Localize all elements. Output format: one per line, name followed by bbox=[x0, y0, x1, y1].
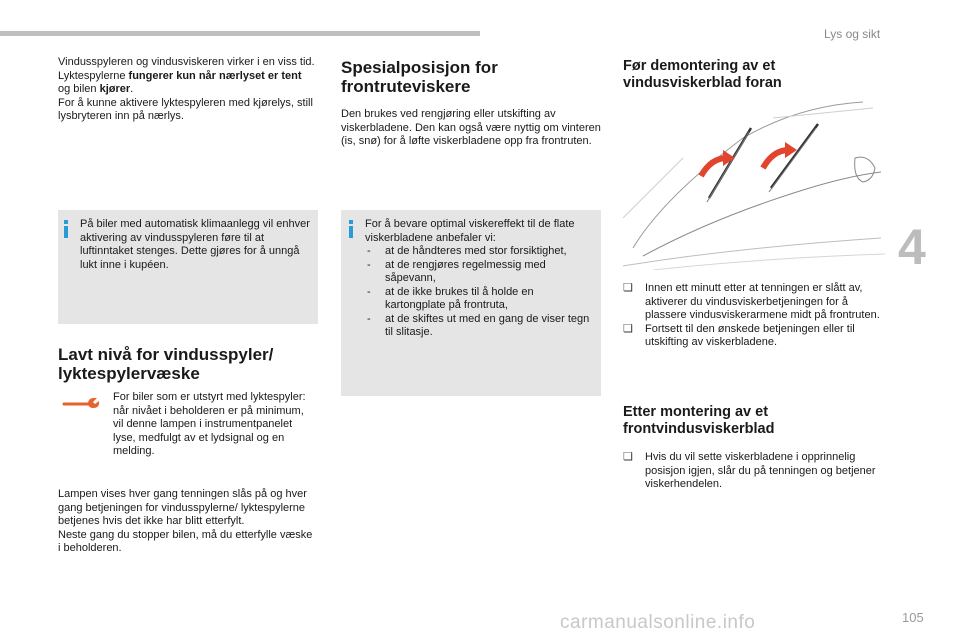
header-bar bbox=[0, 31, 480, 36]
after-mounting-heading: Etter montering av et frontvindusviskerblad bbox=[623, 404, 775, 437]
info-text: På biler med automatisk klimaanlegg vil enhver aktivering av vindusspyleren føre til at luftinntaket stenges. Dette gjøres for å unngå lukt inne i kupéen. bbox=[80, 218, 310, 271]
low-level-section bbox=[58, 345, 318, 383]
checkbox-icon: ❏ bbox=[623, 322, 633, 335]
text-span: . bbox=[130, 83, 134, 95]
before-removal-steps bbox=[623, 282, 885, 350]
list-item bbox=[623, 282, 885, 323]
text-span: Lyktespylerne bbox=[58, 69, 129, 82]
special-position-paragraph: Den brukes ved rengjøring eller utskifting av viskerbladene. Den kan også være nyttig om vinteren (is, snø) for å løfte viskerbladene opp fra frontruten. bbox=[341, 108, 601, 147]
info-box-wiper-care bbox=[341, 210, 601, 396]
list-item bbox=[623, 323, 885, 350]
low-level-paragraph-1: Lampen vises hver gang tenningen slås på og hver gang betjeningen for vindusspylerne/ lyktespylerne betjenes hvis det ikke har blitt etterfylt. bbox=[58, 488, 307, 527]
low-level-heading: Lavt nivå for vindusspyler/ lyktespylervæske bbox=[58, 345, 274, 383]
watermark: carmanualsonline.info bbox=[560, 612, 756, 633]
step-text: Fortsett til den ønskede betjeningen eller til utskifting av viskerbladene. bbox=[645, 322, 855, 348]
intro-paragraph-2 bbox=[58, 70, 316, 97]
list-item: - at de ikke brukes til å holde en kartongplate på frontruta, bbox=[365, 286, 593, 313]
low-level-body bbox=[58, 488, 316, 556]
intro-paragraph-3: For å kunne aktivere lyktespyleren med kjørelys, still lysbryteren inn på nærlys. bbox=[58, 96, 313, 122]
page-number: 105 bbox=[902, 610, 924, 625]
windshield-wiper-illustration bbox=[623, 98, 885, 270]
info-icon bbox=[64, 220, 68, 238]
before-removal-heading: Før demontering av et vindusviskerblad foran bbox=[623, 58, 782, 91]
after-mounting-section bbox=[623, 404, 883, 438]
checkbox-icon: ❏ bbox=[623, 451, 633, 463]
low-level-lamp-text: For biler som er utstyrt med lyktespyler: når nivået i beholderen er på minimum, vil denne lampen i instrumentpanelet lyse, medfulgt av et lydsignal og en melding. bbox=[113, 391, 306, 457]
step-text: Innen ett minutt etter at tenningen er slått av, aktiverer du vindusviskerbetjeningen for å plassere vindusviskerarmene midt på frontruten. bbox=[645, 282, 880, 321]
after-mounting-steps bbox=[623, 451, 885, 492]
list-item: - at de håndteres med stor forsiktighet, bbox=[365, 245, 593, 259]
chapter-number: 4 bbox=[898, 219, 926, 275]
info-intro: For å bevare optimal viskereffekt til de flate viskerbladene anbefaler vi: bbox=[365, 218, 575, 244]
info-box-climate bbox=[58, 210, 318, 324]
left-intro bbox=[58, 56, 316, 124]
step-text: Hvis du vil sette viskerbladene i opprinnelig posisjon igjen, slår du på tenningen og betjener viskerhendelen. bbox=[645, 451, 876, 490]
step-list bbox=[623, 451, 885, 492]
intro-paragraph-1: Vindusspyleren og vindusviskeren virker i en viss tid. bbox=[58, 56, 315, 68]
text-span: og bilen bbox=[58, 83, 100, 95]
before-removal-section bbox=[623, 58, 883, 92]
list-item bbox=[623, 451, 885, 492]
info-content bbox=[365, 218, 593, 340]
bold-span: kjører bbox=[99, 83, 131, 95]
bold-span: fungerer kun når nærlyset er tent bbox=[128, 69, 302, 82]
section-title: Lys og sikt bbox=[824, 27, 881, 41]
info-icon bbox=[349, 220, 353, 238]
list-item: - at de skiftes ut med en gang de viser tegn til slitasje. bbox=[365, 313, 593, 340]
special-position-heading: Spesialposisjon for frontruteviskere bbox=[341, 58, 498, 96]
checkbox-icon: ❏ bbox=[623, 282, 633, 294]
wrench-warning-icon bbox=[62, 396, 100, 412]
care-list bbox=[365, 245, 593, 340]
step-list bbox=[623, 282, 885, 350]
wiper-special-section bbox=[341, 58, 601, 149]
list-item: - at de rengjøres regelmessig med såpevann, bbox=[365, 259, 593, 286]
low-level-paragraph-2: Neste gang du stopper bilen, må du etterfylle væske i beholderen. bbox=[58, 528, 313, 554]
